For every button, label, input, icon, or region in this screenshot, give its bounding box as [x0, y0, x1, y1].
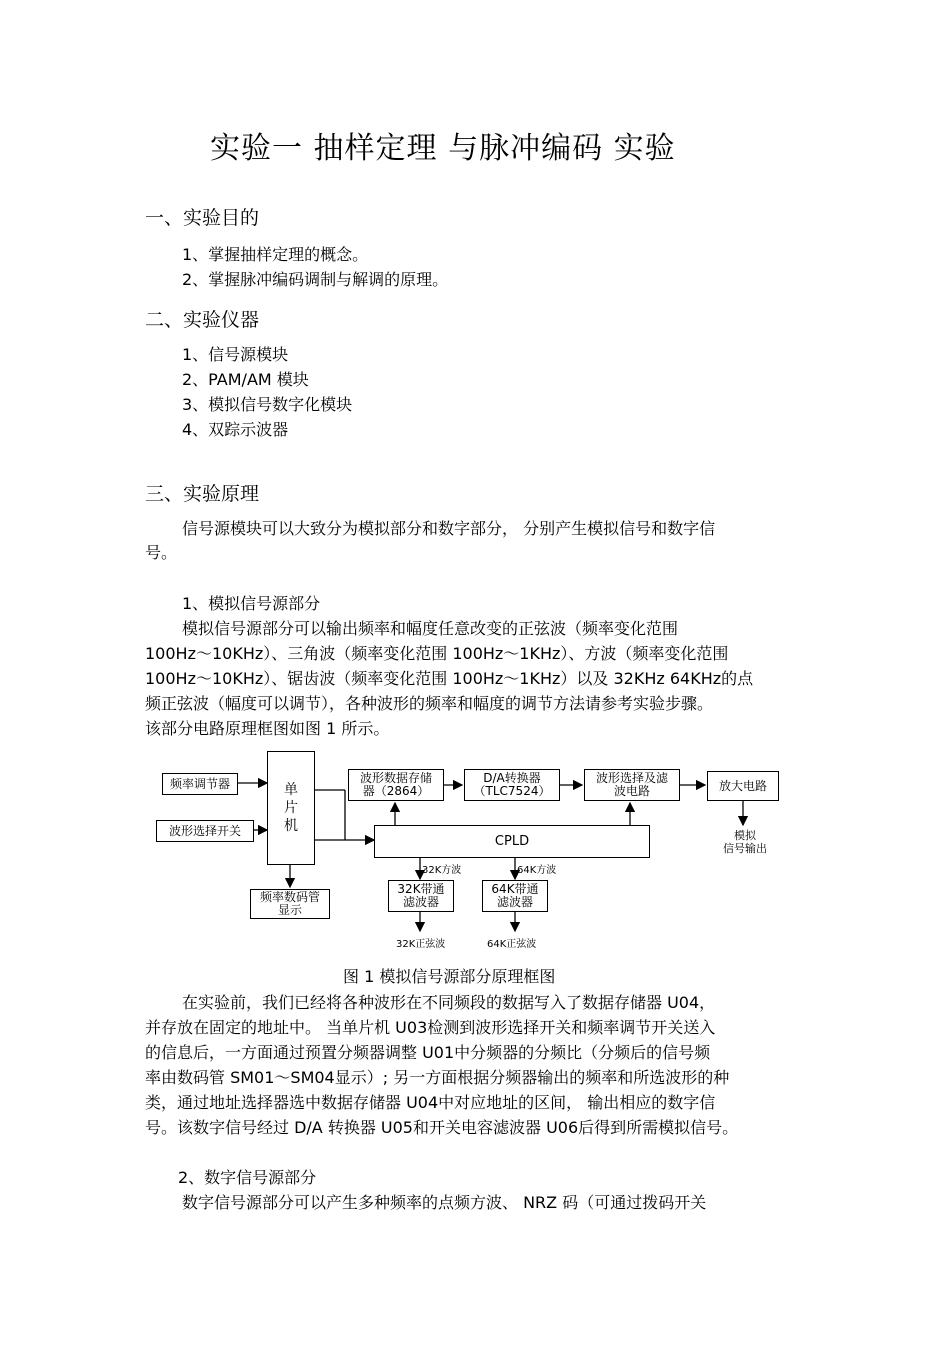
section-heading-principle: 三、实验原理 — [145, 483, 260, 505]
para2-line: 率由数码管 SM01～SM04显示）; 另一方面根据分频器输出的频率和所选波形的种 — [145, 1068, 730, 1087]
amplifier-box: 放大电路 — [707, 771, 779, 801]
para2-line: 并存放在固定的地址中。 当单片机 U03检测到波形选择开关和频率调节开关送入 — [145, 1018, 716, 1037]
freq-adjuster-box: 频率调节器 — [162, 773, 238, 795]
bp32-label: 32K带通 滤波器 — [397, 882, 445, 909]
dac-label: D/A转换器 （TLC7524） — [473, 771, 551, 798]
sin64-label: 64K正弦波 — [487, 939, 537, 950]
display-box — [250, 889, 330, 919]
sq32-label: 32K方波 — [422, 865, 462, 876]
para2-line: 号。该数字信号经过 D/A 转换器 U05和开关电容滤波器 U06后得到所需模拟信号。 — [145, 1118, 739, 1137]
analog-output-text: 模拟 信号输出 — [723, 829, 767, 855]
objective-item: 1、掌握抽样定理的概念。 — [182, 245, 369, 264]
principle-intro-line: 号。 — [145, 543, 178, 562]
filter-select-label: 波形选择及滤 波电路 — [595, 771, 668, 798]
subsection-title-digital: 2、数字信号源部分 — [178, 1168, 317, 1187]
analog-para-line: 100Hz～10KHz）、锯齿波（频率变化范围 100Hz～1KHz）以及 32KHz 64KHz的点 — [145, 669, 754, 688]
display-label: 频率数码管 显示 — [259, 890, 320, 917]
analog-para-line: 模拟信号源部分可以输出频率和幅度任意改变的正弦波（频率变化范围 — [182, 619, 679, 638]
instrument-item: 3、模拟信号数字化模块 — [182, 395, 353, 414]
subsection-title-analog: 1、模拟信号源部分 — [182, 594, 321, 613]
sin32-label: 32K正弦波 — [396, 939, 446, 950]
instrument-item: 4、双踪示波器 — [182, 420, 289, 439]
cpld-box: CPLD — [374, 825, 650, 858]
figure-caption: 图 1 模拟信号源部分原理框图 — [343, 967, 556, 986]
dac-box — [464, 769, 560, 801]
bp64-box — [482, 880, 548, 912]
analog-output-label — [720, 829, 770, 855]
sq64-label: 64K方波 — [517, 865, 557, 876]
bp64-label: 64K带通 滤波器 — [491, 882, 539, 909]
mcu-box — [267, 751, 315, 865]
block-diagram — [150, 745, 810, 955]
para2-line: 在实验前，我们已经将各种波形在不同频段的数据写入了数据存储器 U04， — [182, 993, 716, 1012]
instrument-item: 1、信号源模块 — [182, 345, 289, 364]
wave-switch-box: 波形选择开关 — [156, 820, 254, 842]
mcu-label: 单 片 机 — [284, 782, 298, 834]
analog-para-line: 该部分电路原理框图如图 1 所示。 — [145, 719, 390, 738]
digital-para-line: 数字信号源部分可以产生多种频率的点频方波、 NRZ 码（可通过拨码开关 — [182, 1193, 707, 1212]
section-heading-instruments: 二、实验仪器 — [145, 309, 260, 331]
para2-line: 类，通过地址选择器选中数据存储器 U04中对应地址的区间， 输出相应的数字信 — [145, 1093, 716, 1112]
section-heading-objective: 一、实验目的 — [145, 207, 260, 229]
instrument-item: 2、PAM/AM 模块 — [182, 370, 309, 389]
memory-label: 波形数据存储 器（2864） — [359, 771, 432, 798]
analog-para-line: 频正弦波（幅度可以调节），各种波形的频率和幅度的调节方法请参考实验步骤。 — [145, 694, 714, 713]
filter-select-box — [584, 769, 680, 801]
objective-item: 2、掌握脉冲编码调制与解调的原理。 — [182, 270, 449, 289]
memory-box — [348, 769, 444, 801]
para2-line: 的信息后，一方面通过预置分频器调整 U01中分频器的分频比（分频后的信号频 — [145, 1043, 711, 1062]
analog-para-line: 100Hz～10KHz）、三角波（频率变化范围 100Hz～1KHz）、方波（频率变化范围 — [145, 644, 729, 663]
principle-intro-line: 信号源模块可以大致分为模拟部分和数字部分， 分别产生模拟信号和数字信 — [182, 519, 716, 538]
page-title: 实验一 抽样定理 与脉冲编码 实验 — [210, 131, 676, 166]
bp32-box — [388, 880, 454, 912]
